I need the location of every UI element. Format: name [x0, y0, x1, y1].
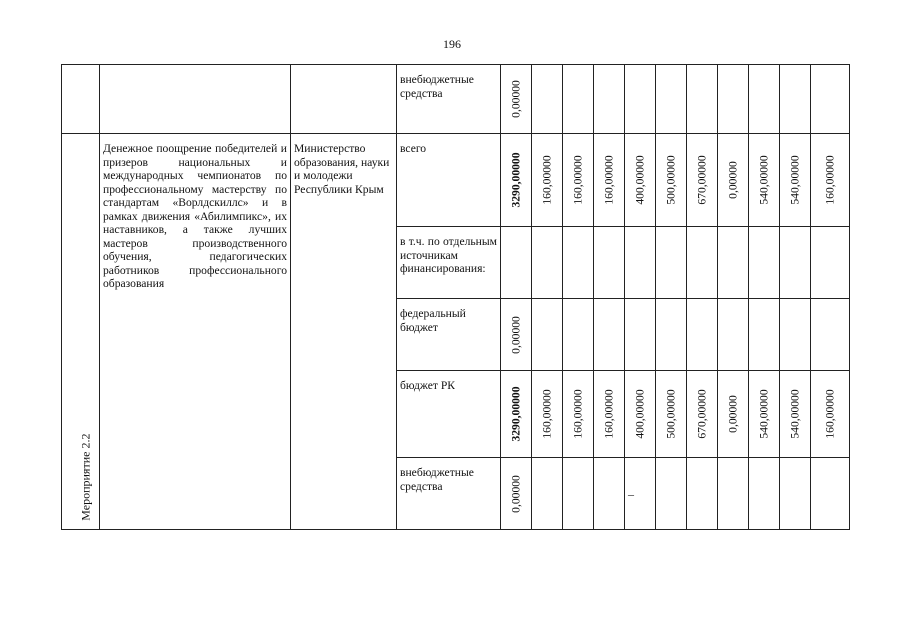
value-cell — [687, 458, 718, 530]
value-cell — [563, 299, 594, 371]
value-cell — [780, 371, 811, 458]
value-cell — [625, 134, 656, 227]
source-label: внебюджетные средства — [400, 73, 474, 100]
value: 670,00000 — [695, 389, 709, 439]
value-cell — [718, 227, 749, 299]
value-cell — [780, 227, 811, 299]
value-cell — [594, 65, 625, 134]
value-cell — [532, 65, 563, 134]
table-row — [62, 65, 850, 134]
value: 0,00000 — [726, 395, 740, 433]
value-cell — [811, 458, 850, 530]
executor-name: Министерство образования, науки и молодежи Республики Крым — [294, 142, 390, 196]
value-cell — [563, 134, 594, 227]
value-cell — [749, 458, 780, 530]
value-cell — [780, 134, 811, 227]
value-cell — [625, 227, 656, 299]
value-cell — [563, 65, 594, 134]
value-cell — [780, 299, 811, 371]
financing-table — [61, 64, 850, 530]
value: 160,00000 — [823, 389, 837, 439]
measure-label-cell — [62, 65, 100, 134]
measure-label: Мероприятие 2.2 — [77, 433, 92, 521]
value: 540,00000 — [757, 389, 771, 439]
value: 160,00000 — [823, 155, 837, 205]
value: 500,00000 — [664, 155, 678, 205]
value-cell — [532, 299, 563, 371]
value: 540,00000 — [788, 155, 802, 205]
value-cell — [501, 371, 532, 458]
value-cell — [594, 227, 625, 299]
value-cell — [501, 65, 532, 134]
value-cell — [811, 227, 850, 299]
value-cell — [656, 371, 687, 458]
source-cell — [397, 371, 501, 458]
source-cell — [397, 299, 501, 371]
source-label: бюджет РК — [400, 379, 456, 392]
value-cell — [563, 371, 594, 458]
value-cell — [501, 458, 532, 530]
value-cell — [594, 371, 625, 458]
value-cell — [749, 134, 780, 227]
value-cell — [718, 299, 749, 371]
source-cell — [397, 227, 501, 299]
source-label: всего — [400, 142, 427, 155]
value: 540,00000 — [757, 155, 771, 205]
source-cell — [397, 65, 501, 134]
value: 160,00000 — [540, 389, 554, 439]
value: 670,00000 — [695, 155, 709, 205]
value: 0,00000 — [509, 315, 523, 354]
value-cell — [656, 134, 687, 227]
source-label: федеральный бюджет — [400, 307, 466, 334]
value-cell — [687, 134, 718, 227]
value-cell — [811, 371, 850, 458]
source-label: внебюджетные средства — [400, 466, 474, 493]
executor-cell — [291, 65, 397, 134]
value-cell — [625, 371, 656, 458]
value-cell — [811, 299, 850, 371]
value-cell — [811, 134, 850, 227]
value: 160,00000 — [540, 155, 554, 205]
value-cell — [749, 371, 780, 458]
executor-cell — [291, 134, 397, 530]
value-total: 3290,00000 — [509, 386, 523, 442]
value-cell — [501, 134, 532, 227]
description-cell — [100, 65, 291, 134]
value: 160,00000 — [571, 389, 585, 439]
value-cell — [718, 371, 749, 458]
value-cell — [563, 227, 594, 299]
value-cell — [718, 65, 749, 134]
value-cell — [532, 134, 563, 227]
value: 0,00000 — [509, 80, 523, 118]
value-cell — [687, 65, 718, 134]
value-cell — [656, 458, 687, 530]
value: 0,00000 — [726, 161, 740, 199]
table-row — [62, 134, 850, 227]
value-cell — [718, 134, 749, 227]
value-cell — [780, 458, 811, 530]
value-cell — [594, 299, 625, 371]
value-cell — [532, 227, 563, 299]
value-cell — [532, 458, 563, 530]
value-cell — [687, 371, 718, 458]
value-cell — [501, 227, 532, 299]
value: 160,00000 — [602, 155, 616, 205]
value-cell — [594, 134, 625, 227]
description-cell — [100, 134, 291, 530]
page-number: 196 — [443, 37, 461, 51]
value-cell — [749, 299, 780, 371]
value-cell — [749, 65, 780, 134]
value-cell — [656, 227, 687, 299]
value-cell — [625, 299, 656, 371]
value-cell — [625, 65, 656, 134]
value: 500,00000 — [664, 389, 678, 439]
value-total: 3290,00000 — [509, 152, 523, 208]
source-label: в т.ч. по отдельным источникам финансирования: — [400, 235, 497, 275]
value-cell — [501, 299, 532, 371]
measure-label-cell — [62, 134, 100, 530]
value-cell — [656, 65, 687, 134]
value-cell — [780, 65, 811, 134]
value: 0,00000 — [509, 474, 523, 513]
value: 400,00000 — [633, 389, 647, 439]
value: 540,00000 — [788, 389, 802, 439]
value-cell — [811, 65, 850, 134]
value: 160,00000 — [571, 155, 585, 205]
value-cell — [687, 299, 718, 371]
value-cell — [749, 227, 780, 299]
value-cell — [594, 458, 625, 530]
value-cell — [687, 227, 718, 299]
value: 400,00000 — [633, 155, 647, 205]
value-cell — [532, 371, 563, 458]
source-cell — [397, 458, 501, 530]
measure-description: Денежное поощрение победителей и призеров национальных и международных чемпионатов по профессиональному мастерству по стандартам «Ворлдскиллс» и в рамках движения «Абилимпикс», их наставников, а также лучших мастеров производственного обучения, педагогических работников профессионального образования — [103, 142, 287, 290]
value: 160,00000 — [602, 389, 616, 439]
source-cell — [397, 134, 501, 227]
value-cell — [563, 458, 594, 530]
value-cell — [718, 458, 749, 530]
dash-mark: – — [628, 487, 634, 501]
value-cell — [656, 299, 687, 371]
